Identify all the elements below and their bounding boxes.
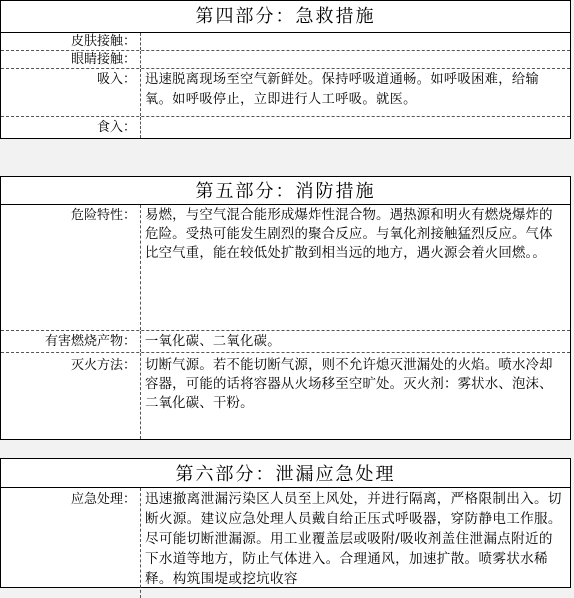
emergency-response-row bbox=[1, 488, 570, 598]
fire-fighting-title: 第五部分：消防措施 bbox=[1, 177, 570, 205]
spill-response-title: 第六部分：泄漏应急处理 bbox=[1, 459, 570, 488]
hazard-value: 易燃，与空气混合能形成爆炸性混合物。遇热源和明火有燃烧爆炸的危险。受热可能发生剧烈的聚合反应。与氧化剂接触猛烈反应。气体比空气重，能在较低处扩散到相当远的地方，遇火源会着火回燃。。 bbox=[145, 208, 553, 261]
extinguishing-value: 切断气源。若不能切断气源，则不允许熄灭泄漏处的火焰。喷水冷却容器，可能的话将容器从火场移至空旷处。灭火剂：雾状水、泡沫、二氧化碳、干粉。 bbox=[145, 358, 553, 411]
spill-response-section bbox=[0, 458, 571, 588]
emergency-response-value: 迅速撤离泄漏污染区人员至上风处，并进行隔离，严格限制出入。切断火源。建议应急处理人员戴自给正压式呼吸器，穿防静电工作服。尽可能切断泄漏源。用工业覆盖层或吸附/吸收剂盖住泄漏点附近的下水道等地方，防止气体进入。合理通风，加速扩散。喷雾状水稀释。构筑围堤或挖坑收容 bbox=[145, 491, 562, 587]
inhalation-label: 吸入： bbox=[1, 69, 141, 116]
fire-fighting-section bbox=[0, 176, 571, 440]
hazard-row bbox=[1, 205, 570, 331]
combustion-products-row bbox=[1, 331, 570, 353]
extinguishing-row bbox=[1, 353, 570, 439]
skin-contact-row bbox=[1, 33, 570, 51]
first-aid-title: 第四部分：急救措施 bbox=[1, 1, 570, 33]
ingestion-row bbox=[1, 117, 570, 138]
eye-contact-row bbox=[1, 51, 570, 69]
skin-contact-label: 皮肤接触： bbox=[1, 33, 141, 50]
extinguishing-label: 灭火方法： bbox=[1, 353, 141, 439]
combustion-products-value: 一氧化碳、二氧化碳。 bbox=[145, 334, 281, 349]
eye-contact-value bbox=[141, 51, 570, 68]
eye-contact-label: 眼睛接触： bbox=[1, 51, 141, 68]
skin-contact-value bbox=[141, 33, 570, 50]
ingestion-label: 食入： bbox=[1, 117, 141, 138]
ingestion-value bbox=[141, 117, 570, 138]
combustion-products-label: 有害燃烧产物： bbox=[1, 331, 141, 352]
hazard-label: 危险特性： bbox=[1, 205, 141, 330]
emergency-response-label: 应急处理： bbox=[1, 488, 141, 598]
first-aid-section bbox=[0, 0, 571, 139]
inhalation-row bbox=[1, 69, 570, 117]
inhalation-value: 迅速脱离现场至空气新鲜处。保持呼吸道通畅。如呼吸困难，给输氧。如呼吸停止，立即进行人工呼吸。就医。 bbox=[145, 72, 540, 107]
